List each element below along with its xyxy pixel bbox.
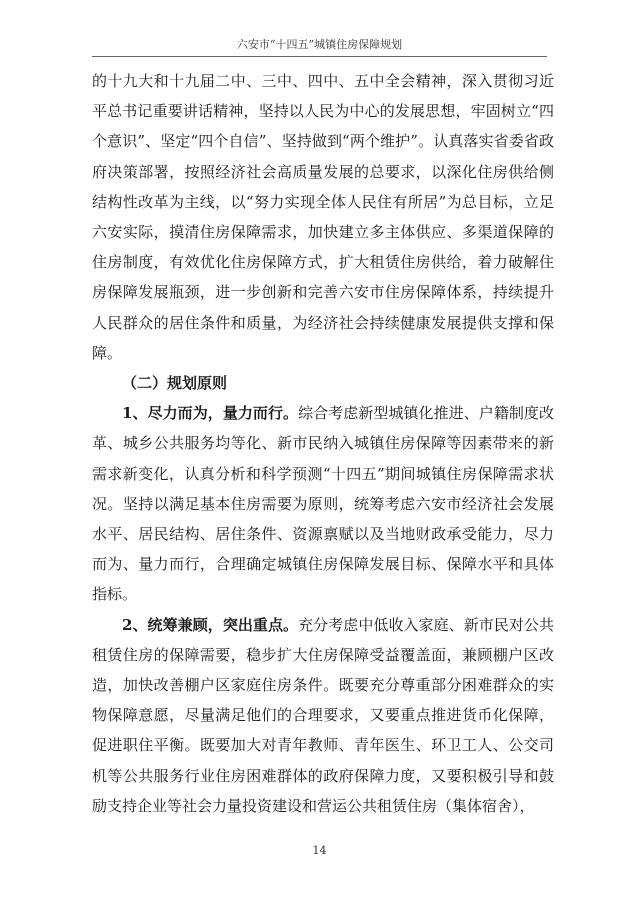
section-heading-planning-principles: （二）规划原则 bbox=[122, 374, 228, 393]
principle-2-title: 2、统筹兼顾，突出重点。 bbox=[122, 615, 299, 634]
paragraph-guiding-ideology: 的十九大和十九届二中、三中、四中、五中全会精神，深入贯彻习近平总书记重要讲话精神，坚持以人民为中心的发展思想，牢固树立“四个意识”、坚定“四个自信”、坚持做到“两个维护”。认真落实省委省政府决策部署，按照经济社会高质量发展的总要求，以深化住房供给侧结构性改革为主线，以“努力实现全体人民住有所居”为总目标，立足六安实际，摸清住房保障需求，加快建立多主体供应、多渠道保障的住房制度，有效优化住房保障方式，扩大租赁住房供给，着力破解住房保障发展瓶颈，进一步创新和完善六安市住房保障体系，持续提升人民群众的居住条件和质量，为经济社会持续健康发展提供支撑和保障。 bbox=[92, 72, 554, 362]
header-divider bbox=[92, 56, 547, 57]
principle-1-title: 1、尽力而为，量力而行。 bbox=[122, 404, 299, 423]
running-header-title: 六安市“十四五”城镇住房保障规划 bbox=[236, 38, 403, 51]
paragraph-principle-2 bbox=[92, 610, 554, 821]
paragraph-principle-1 bbox=[92, 398, 554, 609]
principle-1-text: 综合考虑新型城镇化推进、户籍制度改革、城乡公共服务均等化、新市民纳入城镇住房保障等因素带来的新需求新变化，认真分析和科学预测“十四五”期间城镇住房保障需求状况。坚持以满足基本住房需要为原则，统筹考虑六安市经济社会发展水平、居民结构、居住条件、资源禀赋以及当地财政承受能力，尽力而为、量力而行，合理确定城镇住房保障发展目标、保障水平和具体指标。 bbox=[92, 404, 554, 604]
principle-2-text: 充分考虑中低收入家庭、新市民对公共租赁住房的保障需要，稳步扩大住房保障受益覆盖面，兼顾棚户区改造，加快改善棚户区家庭住房条件。既要充分尊重部分困难群众的实物保障意愿，尽量满足他们的合理要求，又要重点推进货币化保障，促进职住平衡。既要加大对青年教师、青年医生、环卫工人、公交司机等公共服务行业住房困难群体的政府保障力度，又要积极引导和鼓励支持企业等社会力量投资建设和营运公共租赁住房（集体宿舍）， bbox=[92, 615, 554, 815]
page-number: 14 bbox=[312, 844, 327, 857]
document-body bbox=[92, 66, 554, 821]
